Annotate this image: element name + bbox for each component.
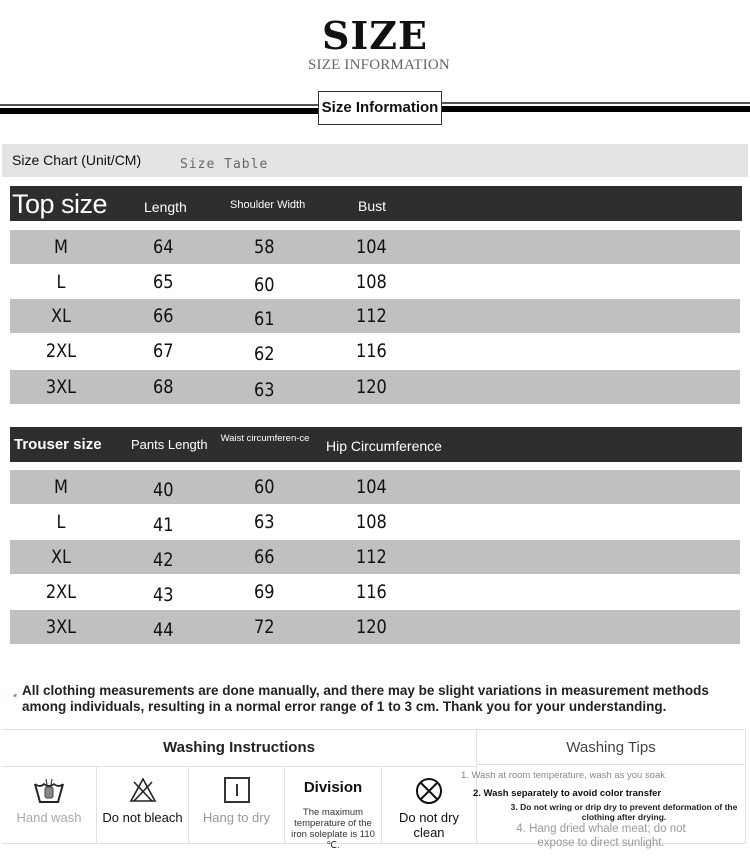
waist-cell: 69 [254, 581, 275, 603]
header-length: Length [144, 199, 187, 215]
hip-cell: 108 [356, 511, 387, 533]
care-do-not-bleach [97, 766, 189, 844]
header-bust: Bust [358, 198, 387, 214]
size-chart-label: Size Chart (Unit/CM) [12, 152, 142, 168]
shoulder-cell: 61 [254, 308, 275, 330]
washing-section [2, 729, 746, 851]
pants-length-cell: 41 [153, 514, 174, 536]
shoulder-cell: 63 [254, 379, 275, 401]
care-division [285, 766, 382, 851]
bust-cell: 116 [356, 340, 387, 362]
size-cell: M [54, 236, 68, 258]
table-row [10, 575, 740, 609]
hip-cell: 104 [356, 476, 387, 498]
table-row [10, 299, 740, 333]
length-cell: 68 [153, 376, 174, 398]
size-chart-bar [2, 144, 748, 177]
do-not-bleach-icon [97, 776, 188, 806]
bust-cell: 104 [356, 236, 387, 258]
size-cell: 2XL [45, 581, 77, 603]
pants-length-cell: 44 [153, 619, 174, 641]
note-marker: * [13, 692, 18, 704]
length-cell: 65 [153, 271, 174, 293]
header-pants-length: Pants Length [131, 437, 208, 452]
hip-cell: 112 [356, 546, 387, 568]
pants-length-cell: 43 [153, 584, 174, 606]
hip-cell: 116 [356, 581, 387, 603]
bust-cell: 112 [356, 305, 387, 327]
header-hip-circumference: Hip Circumference [326, 438, 442, 454]
table-row [10, 265, 740, 299]
table-row [10, 370, 740, 404]
waist-cell: 72 [254, 616, 275, 638]
size-cell: XL [50, 546, 72, 568]
tip-item: 3. Do not wring or drip dry to prevent deformation of the clothing after drying. [510, 802, 738, 822]
shoulder-cell: 62 [254, 343, 275, 365]
hand-wash-label: Hand wash [16, 810, 82, 825]
size-information-banner: Size Information [318, 91, 442, 125]
size-table-label: Size Table [180, 157, 269, 172]
iron-temperature-text: The maximum temperature of the iron soleplate is 110 ℃. [291, 807, 375, 851]
top-table-header [10, 186, 742, 221]
shoulder-cell: 58 [254, 236, 275, 258]
hang-to-dry-icon [189, 776, 284, 806]
division-title: Division [303, 779, 363, 796]
tip-item: 4. Hang dried whale meat; do not expose to direct sunlight. [516, 823, 686, 849]
do-not-bleach-label: Do not bleach [102, 810, 183, 825]
length-cell: 64 [153, 236, 174, 258]
waist-cell: 60 [254, 476, 275, 498]
size-cell: XL [50, 305, 72, 327]
table-row [10, 334, 740, 368]
table-row [10, 610, 740, 644]
page-subtitle: SIZE INFORMATION [308, 57, 450, 73]
size-cell: 2XL [45, 340, 77, 362]
table-row [10, 470, 740, 504]
size-cell: M [54, 476, 68, 498]
size-cell: 3XL [45, 376, 77, 398]
washing-tips-list [461, 766, 746, 849]
size-cell: L [56, 271, 66, 293]
hang-to-dry-label: Hang to dry [202, 810, 271, 825]
header-shoulder-width: Shoulder Width [230, 199, 306, 211]
hip-cell: 120 [356, 616, 387, 638]
page-title: SIZE [322, 13, 428, 58]
table-row [10, 540, 740, 574]
table-row [10, 505, 740, 539]
measurement-note: All clothing measurements are done manually, and there may be slight variations in measurement methods among individuals, resulting in a normal error range of 1 to 3 cm. Thank you for your understanding. [22, 683, 709, 714]
size-cell: L [56, 511, 66, 533]
header-trouser-size: Trouser size [14, 436, 102, 453]
header-waist-circumference: Waist circumferen-ce [220, 433, 310, 444]
bust-cell: 120 [356, 376, 387, 398]
waist-cell: 63 [254, 511, 275, 533]
washing-tips-title: Washing Tips [476, 729, 746, 765]
table-row [10, 230, 740, 264]
hand-wash-icon [2, 776, 96, 806]
bust-cell: 108 [356, 271, 387, 293]
tip-item: 1. Wash at room temperature, wash as you soak [461, 770, 665, 781]
care-hang-to-dry [189, 766, 285, 844]
header-top-size: Top size [12, 189, 108, 219]
do-not-dry-clean-label: Do not dry clean [399, 810, 459, 840]
length-cell: 66 [153, 305, 174, 327]
waist-cell: 66 [254, 546, 275, 568]
divider-left [0, 104, 318, 116]
size-cell: 3XL [45, 616, 77, 638]
pants-length-cell: 40 [153, 479, 174, 501]
care-hand-wash [2, 766, 97, 844]
trouser-table-header [10, 427, 742, 462]
divider-right [442, 102, 750, 114]
tip-item: 2. Wash separately to avoid color transfer [473, 788, 662, 799]
shoulder-cell: 60 [254, 274, 275, 296]
pants-length-cell: 42 [153, 549, 174, 571]
length-cell: 67 [153, 340, 174, 362]
washing-instructions-title: Washing Instructions [2, 729, 476, 767]
